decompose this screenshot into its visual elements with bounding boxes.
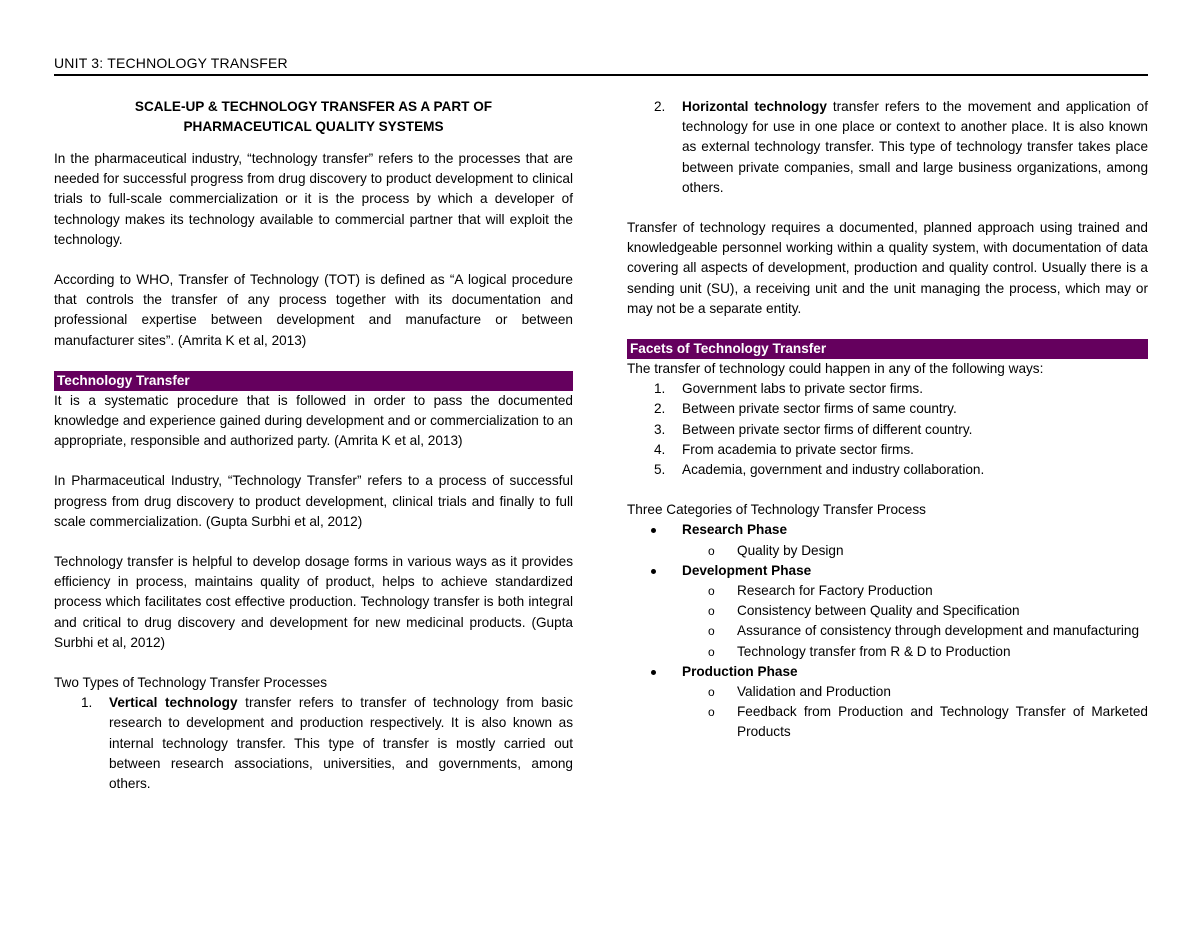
categories-intro: Three Categories of Technology Transfer Process xyxy=(627,502,926,518)
circle-bullet-icon: o xyxy=(708,604,715,619)
left-column xyxy=(54,97,573,794)
pharma-industry-paragraph: In Pharmaceutical Industry, “Technology Transfer” refers to a process of successful progress from drug discovery to product development, clinical trials and finally to full scale commercialization. (Gupta Surbhi et al, 2012) xyxy=(54,473,573,529)
phase-production: Production Phase xyxy=(627,662,1148,682)
circle-bullet-icon: o xyxy=(708,644,715,659)
list-number: 2. xyxy=(654,99,666,114)
circle-bullet-icon: o xyxy=(708,584,715,599)
list-item: o Validation and Production xyxy=(627,682,1148,702)
term-vertical-technology: Vertical technology xyxy=(109,695,238,711)
facets-list xyxy=(627,379,1148,480)
term-horizontal-technology: Horizontal technology xyxy=(682,99,827,114)
circle-bullet-icon: o xyxy=(708,705,715,720)
circle-bullet-icon: o xyxy=(708,685,715,700)
list-item: o Quality by Design xyxy=(627,541,1148,561)
list-item: o Research for Factory Production xyxy=(627,581,1148,601)
systematic-procedure-paragraph: It is a systematic procedure that is followed in order to pass the documented knowledge and experience gained during development and or commercialization to an appropriate, responsible and authorized party. (Amrita K et al, 2013) xyxy=(54,392,573,449)
list-item: o Consistency between Quality and Specification xyxy=(627,601,1148,621)
title-line-2: PHARMACEUTICAL QUALITY SYSTEMS xyxy=(183,119,444,134)
list-item: 3. Between private sector firms of different country. xyxy=(654,421,973,437)
facets-intro: The transfer of technology could happen in any of the following ways: xyxy=(627,361,1044,377)
list-item: 1. Government labs to private sector firms. xyxy=(654,381,923,397)
list-item-horizontal-technology xyxy=(627,97,1148,198)
bullet-icon xyxy=(651,670,656,675)
who-definition-paragraph: According to WHO, Transfer of Technology (TOT) is defined as “A logical procedure that controls the transfer of any process together with its documentation and professional expertise between development and manufacture or between manufacturer sites”. (Amrita K et al, 2013) xyxy=(54,272,573,348)
list-item-vertical-technology xyxy=(54,693,573,794)
page-header: UNIT 3: TECHNOLOGY TRANSFER xyxy=(54,54,1148,76)
list-number: 1. xyxy=(81,695,93,711)
section-heading-technology-transfer: Technology Transfer xyxy=(54,371,573,391)
list-item: 5. Academia, government and industry collaboration. xyxy=(654,462,985,478)
phase-development: Development Phase xyxy=(627,561,1148,581)
list-item: 4. From academia to private sector firms. xyxy=(654,441,914,457)
right-column xyxy=(627,97,1148,743)
list-item: o Assurance of consistency through development and manufacturing xyxy=(627,621,1148,641)
section-heading-facets: Facets of Technology Transfer xyxy=(627,339,1148,359)
circle-bullet-icon: o xyxy=(708,543,715,558)
list-item: o Feedback from Production and Technology Transfer of Marketed Products xyxy=(708,704,1148,740)
benefits-paragraph: Technology transfer is helpful to develop dosage forms in various ways as it provides efficiency in process, maintains quality of product, helps to achieve standardized process which facilitates cost effective production. Technology transfer is both integral and critical to drug discovery and development for new medicinal products. (Gupta Surbhi et al, 2012) xyxy=(54,554,573,650)
document-title xyxy=(54,97,573,137)
list-item: o Technology transfer from R & D to Production xyxy=(627,642,1148,662)
horizontal-technology-text: transfer refers to the movement and application of technology for use in one place or context to another place. It is also known as external technology transfer. This type of technology transfer takes place between private companies, small and large business organizations, among others. xyxy=(682,99,1148,195)
circle-bullet-icon: o xyxy=(708,624,715,639)
list-item: 2. Between private sector firms of same country. xyxy=(654,401,957,417)
phase-research: Research Phase xyxy=(627,520,1148,540)
title-line-1: SCALE-UP & TECHNOLOGY TRANSFER AS A PART OF xyxy=(134,99,493,114)
documented-approach-paragraph: Transfer of technology requires a documented, planned approach using trained and knowledgeable personnel working within a quality system, with documentation of data covering all aspects of development, production and quality control. Usually there is a sending unit (SU), a receiving unit and the unit managing the process, which may or may not be a separate entity. xyxy=(627,220,1148,316)
vertical-technology-text: transfer refers to transfer of technology from basic research to development and production respectively. It is also known as internal technology transfer. This type of transfer is mostly carried out between research associations, universities, and governments, among others. xyxy=(109,695,573,792)
bullet-icon xyxy=(651,569,656,574)
bullet-icon xyxy=(651,528,656,533)
intro-paragraph: In the pharmaceutical industry, “technology transfer” refers to the processes that are needed for successful progress from drug discovery to product development to clinical trials to full-scale commercialization or it is the process by which a developer of technology makes its technology available to commercial partner that will exploit the technology. xyxy=(54,151,573,247)
types-intro: Two Types of Technology Transfer Processes xyxy=(54,675,328,691)
